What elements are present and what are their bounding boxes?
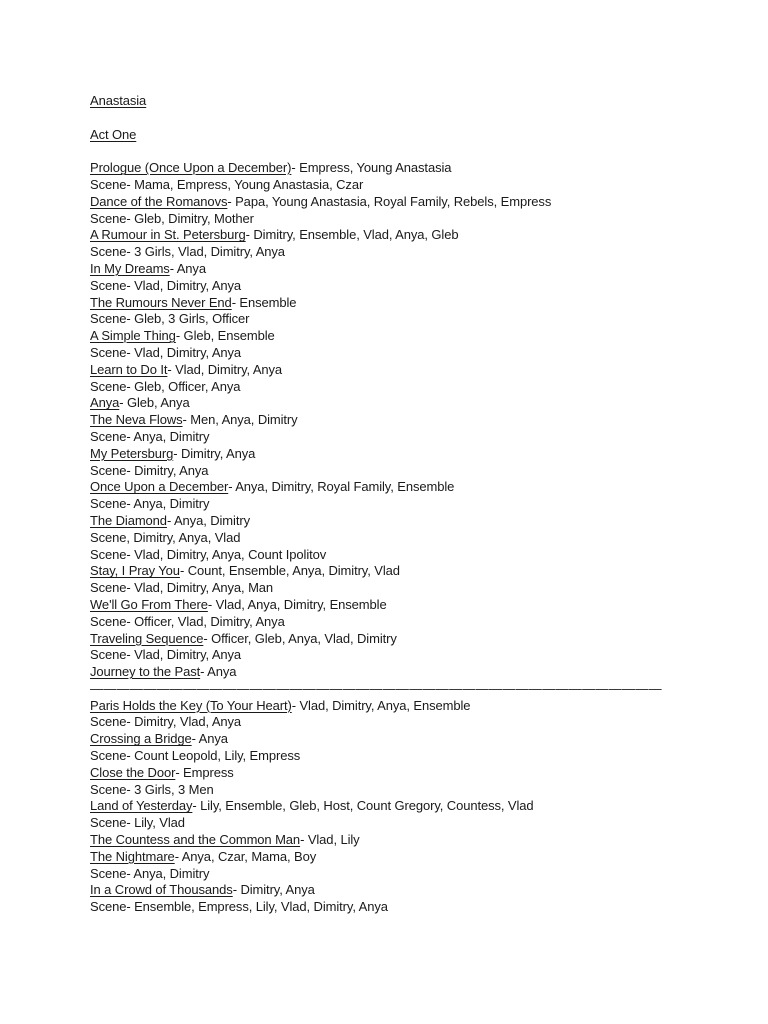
song-line <box>90 412 690 429</box>
scene-cast: Scene- Anya, Dimitry <box>90 428 210 444</box>
song-title: In My Dreams <box>90 260 170 276</box>
scene-cast: Scene- Mama, Empress, Young Anastasia, Czar <box>90 176 364 192</box>
scene-line <box>90 782 690 799</box>
scene-line <box>90 463 690 480</box>
document-title-line <box>90 93 690 110</box>
song-cast: - Vlad, Lily <box>300 832 360 848</box>
song-cast: - Anya <box>200 664 237 680</box>
song-title: The Diamond <box>90 512 167 528</box>
song-title: The Neva Flows <box>90 412 183 428</box>
scene-line <box>90 177 690 194</box>
scene-line <box>90 345 690 362</box>
document-title: Anastasia <box>90 93 147 108</box>
song-cast: - Papa, Young Anastasia, Royal Family, Rebels, Empress <box>227 193 552 209</box>
song-line <box>90 479 690 496</box>
document-page <box>90 93 690 916</box>
song-title: Once Upon a December <box>90 479 229 495</box>
song-line <box>90 513 690 530</box>
scene-cast: Scene- Anya, Dimitry <box>90 865 210 881</box>
song-cast: - Gleb, Ensemble <box>175 328 275 344</box>
song-line <box>90 765 690 782</box>
scene-cast: Scene- Vlad, Dimitry, Anya <box>90 344 242 360</box>
song-cast: - Anya <box>191 731 228 747</box>
song-cast: - Anya, Dimitry, Royal Family, Ensemble <box>228 479 455 495</box>
scene-line <box>90 815 690 832</box>
scene-line <box>90 866 690 883</box>
song-cast: - Vlad, Dimitry, Anya <box>167 361 283 377</box>
song-title: Stay, I Pray You <box>90 563 180 579</box>
song-line <box>90 698 690 715</box>
scene-cast: Scene- Vlad, Dimitry, Anya, Count Ipolitov <box>90 546 327 562</box>
scene-line <box>90 278 690 295</box>
scene-cast: Scene- Dimitry, Anya <box>90 462 209 478</box>
scene-line <box>90 311 690 328</box>
song-title: Traveling Sequence <box>90 630 204 646</box>
scene-cast: Scene- Gleb, 3 Girls, Officer <box>90 311 250 327</box>
scene-line <box>90 211 690 228</box>
scene-cast: Scene- Vlad, Dimitry, Anya <box>90 647 242 663</box>
song-cast: - Dimitry, Ensemble, Vlad, Anya, Gleb <box>245 227 459 243</box>
scene-cast: Scene- 3 Girls, 3 Men <box>90 781 214 797</box>
song-line <box>90 160 690 177</box>
song-line <box>90 362 690 379</box>
song-cast: - Anya <box>169 260 206 276</box>
song-line <box>90 261 690 278</box>
song-cast: - Men, Anya, Dimitry <box>182 412 298 428</box>
scene-cast: Scene- Anya, Dimitry <box>90 496 210 512</box>
blank-line <box>90 110 690 127</box>
song-line <box>90 597 690 614</box>
song-cast: - Ensemble <box>231 294 297 310</box>
song-line <box>90 631 690 648</box>
scene-line <box>90 899 690 916</box>
song-title: A Simple Thing <box>90 328 176 344</box>
song-line <box>90 194 690 211</box>
scene-cast: Scene- Gleb, Officer, Anya <box>90 378 241 394</box>
song-line <box>90 731 690 748</box>
song-cast: - Dimitry, Anya <box>232 882 315 898</box>
song-line <box>90 664 690 681</box>
scene-line <box>90 580 690 597</box>
scene-line <box>90 647 690 664</box>
scene-cast: Scene- Gleb, Dimitry, Mother <box>90 210 254 226</box>
song-line <box>90 849 690 866</box>
scene-cast: Scene- Vlad, Dimitry, Anya, Man <box>90 580 274 596</box>
song-title: Dance of the Romanovs <box>90 193 228 209</box>
song-title: Journey to the Past <box>90 664 201 680</box>
song-line <box>90 563 690 580</box>
song-line <box>90 395 690 412</box>
scene-cast: Scene- Lily, Vlad <box>90 815 185 831</box>
song-title: In a Crowd of Thousands <box>90 882 233 898</box>
scene-cast: Scene- Count Leopold, Lily, Empress <box>90 748 301 764</box>
song-title: Paris Holds the Key (To Your Heart) <box>90 697 292 713</box>
song-title: My Petersburg <box>90 445 174 461</box>
scene-cast: Scene- Dimitry, Vlad, Anya <box>90 714 242 730</box>
song-line <box>90 227 690 244</box>
song-cast: - Anya, Czar, Mama, Boy <box>174 848 317 864</box>
song-list-part-one <box>90 160 690 681</box>
song-cast: - Dimitry, Anya <box>173 445 256 461</box>
song-title: The Countess and the Common Man <box>90 832 301 848</box>
song-line <box>90 798 690 815</box>
song-title: The Nightmare <box>90 848 175 864</box>
section-divider: ——————————————————————————————————————————— <box>90 680 662 696</box>
song-cast: - Anya, Dimitry <box>166 512 250 528</box>
scene-line <box>90 244 690 261</box>
song-title: We'll Go From There <box>90 596 208 612</box>
scene-line <box>90 379 690 396</box>
scene-line <box>90 714 690 731</box>
song-cast: - Vlad, Anya, Dimitry, Ensemble <box>207 596 387 612</box>
song-list-part-two <box>90 698 690 916</box>
song-title: Prologue (Once Upon a December) <box>90 160 292 176</box>
song-cast: - Vlad, Dimitry, Anya, Ensemble <box>291 697 471 713</box>
scene-line <box>90 429 690 446</box>
song-cast: - Empress <box>175 764 234 780</box>
scene-line <box>90 748 690 765</box>
song-title: Learn to Do It <box>90 361 168 377</box>
song-title: A Rumour in St. Petersburg <box>90 227 246 243</box>
song-cast: - Officer, Gleb, Anya, Vlad, Dimitry <box>203 630 397 646</box>
song-line <box>90 328 690 345</box>
scene-cast: Scene- 3 Girls, Vlad, Dimitry, Anya <box>90 244 285 260</box>
song-title: Close the Door <box>90 764 176 780</box>
song-line <box>90 882 690 899</box>
song-cast: - Lily, Ensemble, Gleb, Host, Count Gregory, Countess, Vlad <box>192 798 534 814</box>
song-title: The Rumours Never End <box>90 294 232 310</box>
song-title: Land of Yesterday <box>90 798 193 814</box>
song-line <box>90 832 690 849</box>
song-cast: - Empress, Young Anastasia <box>291 160 452 176</box>
song-cast: - Count, Ensemble, Anya, Dimitry, Vlad <box>179 563 400 579</box>
song-title: Crossing a Bridge <box>90 731 192 747</box>
scene-cast: Scene, Dimitry, Anya, Vlad <box>90 529 241 545</box>
scene-cast: Scene- Officer, Vlad, Dimitry, Anya <box>90 613 285 629</box>
scene-line <box>90 496 690 513</box>
scene-line <box>90 614 690 631</box>
scene-line <box>90 547 690 564</box>
scene-cast: Scene- Ensemble, Empress, Lily, Vlad, Dimitry, Anya <box>90 899 388 915</box>
scene-cast: Scene- Vlad, Dimitry, Anya <box>90 277 242 293</box>
act-heading-line <box>90 127 690 144</box>
song-cast: - Gleb, Anya <box>119 395 190 411</box>
song-title: Anya <box>90 395 120 411</box>
song-line <box>90 295 690 312</box>
blank-line <box>90 143 690 160</box>
scene-line <box>90 530 690 547</box>
song-line <box>90 446 690 463</box>
act-heading: Act One <box>90 126 137 142</box>
